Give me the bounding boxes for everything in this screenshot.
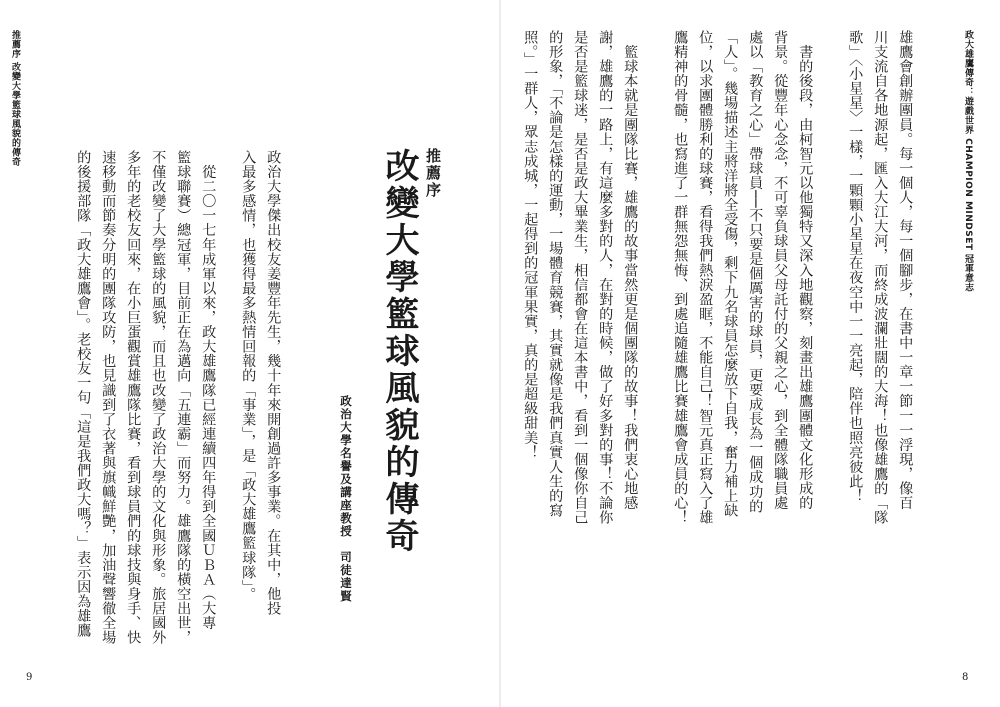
running-header-left: 推薦序 改變大學籃球風貌的傳奇 [10, 30, 20, 167]
body-column: 謝，雄鷹的一路上，有這麼多對的人，在對的時候，做了好多對的事！不論你 [597, 30, 614, 525]
body-column: 雄鷹會創辦團員。每一個人，每一個腳步，在書中一章一節一一浮現，像百 [897, 30, 914, 511]
body-column: 是否是籃球迷，是否是政大畢業生，相信都會在這本書中，看到一個像你自己 [572, 30, 589, 525]
page-number-left: 9 [26, 672, 33, 683]
body-column: 的後援部隊「政大雄鷹會」。老校友一句「這是我們政大嗎？」表示因為雄鷹 [75, 150, 92, 638]
body-column: 川支流自各地源起，匯入大江大河，而終成波瀾壯闊的大海！也像雄鷹的「隊 [872, 30, 889, 525]
chapter-kicker: 推薦序 [424, 148, 442, 199]
body-column: 籃球本就是團隊比賽，雄鷹的故事當然更是個團隊的故事！我們衷心地感 [622, 30, 639, 511]
body-column: 歌」〈小星星〉一樣，一顆顆小星星在夜空中一一亮起，陪伴也照亮彼此！ [847, 30, 864, 504]
body-column: 速移動而節奏分明的團隊攻防，也見識到了衣著與旗幟鮮艷，加油聲響徹全場 [100, 150, 117, 645]
body-column: 籃球聯賽）總冠軍，目前正在為邁向「五連霸」而努力。雄鷹隊的橫空出世， [175, 150, 192, 645]
body-column: 多年的老校友回來，在小巨蛋觀賞雄鷹隊比賽，看到球員們的球技與身手、快 [125, 150, 142, 645]
chapter-title: 改變大學籃球風貌的傳奇 [379, 148, 419, 555]
body-column: 位，以求團體勝利的球賽，看得我們熱淚盈眶，不能自己！智元真正寫入了雄 [697, 30, 714, 525]
page-number-right: 8 [962, 672, 969, 683]
running-header-right: 政大雄鷹傳奇：遊戲世界 CHAMPION MINDSET 冠軍意志 [963, 30, 973, 293]
body-column: 從二〇一七年成軍以來，政大雄鷹隊已經連續四年得到全國ＵＢＡ（大專 [200, 150, 217, 631]
body-column: 背景。從豐年心念念，不可辜負球員父母託付的父親之心，到全體隊職員處 [772, 30, 789, 511]
body-column: 「人」。幾場描述主將洋將全受傷，剩下九名球員怎麼放下自我，奮力補上缺 [722, 30, 739, 518]
body-column: 鷹精神的骨髓，也寫進了一群無怨無悔、到處追隨雄鷹比賽雄鷹會成員的心！ [672, 30, 689, 525]
body-column: 的形象，「不論是怎樣的運動，一場體育競賽，其實就像是我們真實人生的寫 [547, 30, 564, 518]
body-column: 不僅改變了大學籃球的風貌，而且也改變了政治大學的文化與形象。旅居國外 [150, 150, 167, 645]
body-column: 入最多感情，也獲得最多熱情回報的「事業」，是「政大雄鷹籃球隊」。 [240, 150, 257, 602]
body-column: 政治大學傑出校友姜豐年先生，幾十年來開創過許多事業。在其中，他投 [265, 150, 282, 616]
body-column: 書的後段，由柯智元以他獨特又深入地觀察，刻畫出雄鷹團體文化形成的 [797, 30, 814, 511]
page-gutter [499, 0, 501, 707]
author-byline: 政治大學名譽及講座教授 司徒達賢 [339, 395, 353, 603]
body-column: 照。」一群人，眾志成城，一起得到的冠軍果實，真的是超級甜美！ [522, 30, 539, 460]
body-column: 處以「教育之心」帶球員──不只要是個厲害的球員，更要成長為一個成功的 [747, 30, 764, 514]
